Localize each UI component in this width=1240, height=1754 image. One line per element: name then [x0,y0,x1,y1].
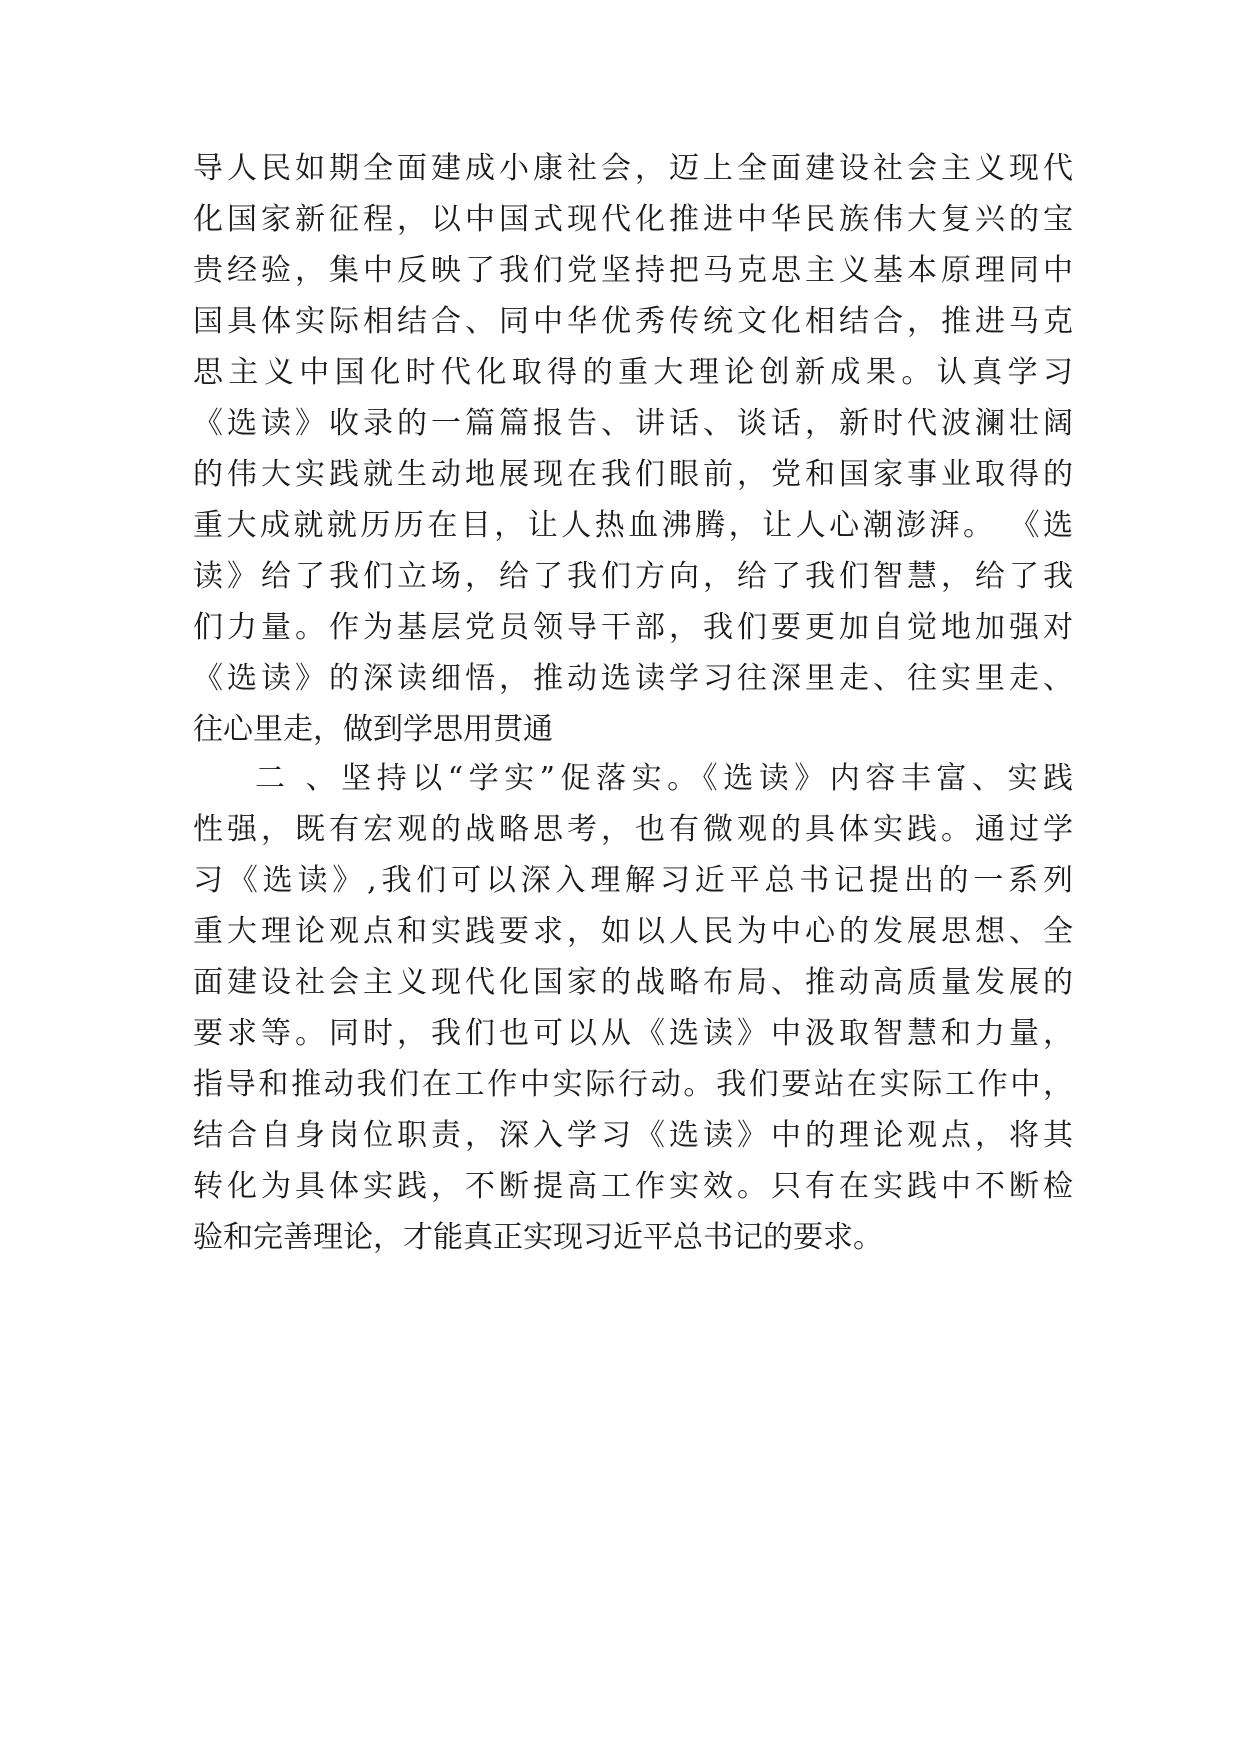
paragraph-1-line: 导人民如期全面建成小康社会，迈上全面建设社会主义现代 [193,151,1073,186]
paragraph-2-line: 性强，既有宏观的战略思考，也有微观的具体实践。通过学 [193,812,1073,847]
paragraph-1-line: 们力量。作为基层党员领导干部，我们要更加自觉地加强对 [193,610,1073,645]
paragraph-1-line: 国具体实际相结合、同中华优秀传统文化相结合，推进马克 [193,304,1073,339]
paragraph-2-line: 习《选读》,我们可以深入理解习近平总书记提出的一系列 [193,863,1073,898]
paragraph-2-line: 结合自身岗位职责，深入学习《选读》中的理论观点，将其 [193,1118,1073,1153]
paragraph-1-line: 化国家新征程，以中国式现代化推进中华民族伟大复兴的宝 [193,202,1073,237]
paragraph-1-line: 的伟大实践就生动地展现在我们眼前，党和国家事业取得的 [193,457,1073,492]
paragraph-2-line: 重大理论观点和实践要求，如以人民为中心的发展思想、全 [193,914,1073,949]
paragraph-1-line: 重大成就就历历在目，让人热血沸腾，让人心潮澎湃。 《选 [193,508,1073,543]
paragraph-2-line: 验和完善理论，才能真正实现习近平总书记的要求。 [193,1220,883,1255]
paragraph-1-line: 读》给了我们立场，给了我们方向，给了我们智慧，给了我 [193,559,1073,594]
paragraph-2-line: 要求等。同时，我们也可以从《选读》中汲取智慧和力量， [193,1016,1073,1051]
paragraph-1-line: 思主义中国化时代化取得的重大理论创新成果。认真学习 [193,355,1073,390]
paragraph-2-line: 指导和推动我们在工作中实际行动。我们要站在实际工作中， [193,1067,1073,1102]
paragraph-2-line: 二 、坚持以“学实”促落实。《选读》内容丰富、实践 [255,761,1073,796]
paragraph-2-line: 面建设社会主义现代化国家的战略布局、推动高质量发展的 [193,965,1073,1000]
paragraph-1-line: 贵经验，集中反映了我们党坚持把马克思主义基本原理同中 [193,253,1073,288]
paragraph-1-line: 《选读》的深读细悟，推动选读学习往深里走、往实里走、 [193,661,1073,696]
paragraph-1-line: 往心里走，做到学思用贯通 [193,712,553,747]
paragraph-1-line: 《选读》收录的一篇篇报告、讲话、谈话，新时代波澜壮阔 [193,406,1073,441]
paragraph-2-line: 转化为具体实践，不断提高工作实效。只有在实践中不断检 [193,1169,1073,1204]
